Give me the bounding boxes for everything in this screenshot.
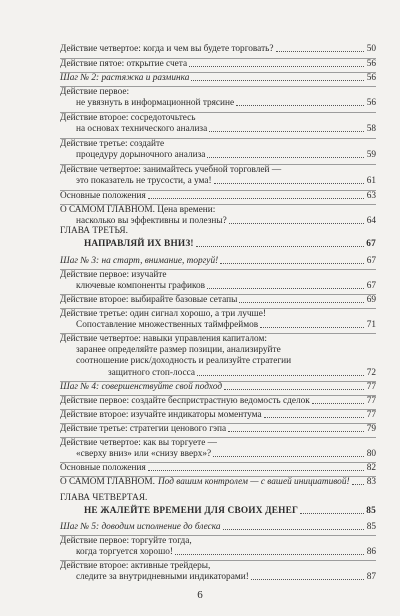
dot-leader — [224, 389, 364, 390]
toc-entry: Шаг № 5: доводим исполнение до блеска 85 — [60, 522, 376, 532]
page-ref: 63 — [366, 191, 376, 201]
page-ref: 64 — [366, 216, 376, 227]
page-ref: 83 — [366, 477, 376, 487]
toc-entry: О САМОМ ГЛАВНОМ. Цена времени: насколько вы эффективны и полезны? 64 — [60, 205, 376, 227]
page-ref: 85 — [366, 506, 376, 516]
dot-leader — [148, 470, 364, 471]
dot-leader — [207, 288, 364, 289]
toc-entry: Шаг № 4: совершенствуйте свой подход 77 — [60, 382, 376, 392]
dot-leader — [276, 51, 364, 52]
dot-leader — [312, 403, 364, 404]
page-ref: 79 — [366, 424, 376, 434]
dot-leader — [175, 554, 364, 555]
toc-entry: Действие четвертое: когда и чем вы будете торговать? 50 — [60, 44, 376, 54]
toc-entry: Действие первое: создайте беспристрастную ведомость сделок 77 — [60, 396, 376, 406]
dot-leader — [236, 105, 364, 106]
chapter-label: ГЛАВА ТРЕТЬЯ. — [60, 226, 128, 236]
page-ref: 85 — [366, 522, 376, 532]
toc-entry: Действие пятое: открытие счета 56 — [60, 59, 376, 69]
dot-leader — [213, 456, 364, 457]
dot-leader — [207, 157, 364, 158]
dot-leader — [197, 375, 364, 376]
dot-leader — [223, 529, 365, 530]
toc-entry: Основные положения 63 — [60, 191, 376, 201]
dot-leader — [228, 431, 364, 432]
dot-leader — [239, 302, 364, 303]
page-ref: 71 — [366, 320, 376, 331]
page-ref: 59 — [366, 150, 376, 161]
toc-entry: Шаг № 3: на старт, внимание, торгуй! 67 — [60, 256, 376, 266]
toc-entry: Действие четвертое: занимайтесь учебной торговлей — это показатель не трусости, а ума! 61 — [60, 165, 376, 187]
page-number: 6 — [197, 589, 203, 601]
dot-leader — [196, 246, 364, 247]
page-ref: 67 — [366, 239, 376, 249]
toc-entry: Действие второе: выбирайте базовые сетапы 69 — [60, 295, 376, 305]
toc-entry: Действие первое: не увязнуть в информационной трясине 56 — [60, 87, 376, 109]
page-ref: 77 — [366, 382, 376, 392]
page-ref: 77 — [366, 410, 376, 420]
page-ref: 87 — [366, 572, 376, 583]
dot-leader — [220, 263, 364, 264]
toc-entry: Действие третье: один сигнал хорошо, а три лучше! Сопоставление множественных таймфреймов 71 — [60, 309, 376, 331]
dot-leader — [229, 223, 364, 224]
toc-entry: Действие четвертое: как вы торгуете — «сверху вниз» или «снизу вверх»? 80 — [60, 438, 376, 460]
page-ref: 82 — [366, 463, 376, 473]
dot-leader — [352, 484, 364, 485]
page-ref: 50 — [366, 44, 376, 54]
dot-leader — [189, 66, 364, 67]
dot-leader — [214, 183, 364, 184]
dot-leader — [264, 417, 364, 418]
toc-entry: Действие четвертое: навыки управления капиталом: заранее определяйте размер позиции, анализируйте соотношение риск/доходность и реализуйте стратегии защитного стоп-лосса 72 — [60, 334, 376, 378]
dot-leader — [300, 513, 364, 514]
toc-entry: Основные положения 82 — [60, 463, 376, 473]
page-ref: 61 — [366, 176, 376, 187]
chapter-title: НАПРАВЛЯЙ ИХ ВНИЗ! — [84, 239, 194, 249]
toc-entry: Действие второе: изучайте индикаторы моментума 77 — [60, 410, 376, 420]
dot-leader — [260, 327, 364, 328]
page-ref: 67 — [366, 256, 376, 266]
toc-entry: Действие второе: активные трейдеры, следите за внутридневными индикаторами! 87 — [60, 561, 376, 583]
toc-entry: Действие второе: сосредоточьтесь на основах технического анализа 58 — [60, 113, 376, 135]
dot-leader — [191, 80, 364, 81]
page-ref: 56 — [366, 59, 376, 69]
page-ref: 72 — [366, 367, 376, 378]
toc-entry: Действие первое: торгуйте тогда, когда торгуется хорошо! 86 — [60, 536, 376, 558]
dot-leader — [209, 131, 364, 132]
page-ref: 56 — [366, 73, 376, 83]
toc-entry: О САМОМ ГЛАВНОМ. Под вашим контролем — с вашей инициативой! 83 — [60, 477, 376, 487]
dot-leader — [251, 579, 364, 580]
chapter-label: ГЛАВА ЧЕТВЕРТАЯ. — [60, 493, 148, 503]
page-ref: 86 — [366, 547, 376, 558]
page-ref: 67 — [366, 281, 376, 292]
chapter-title: НЕ ЖАЛЕЙТЕ ВРЕМЕНИ ДЛЯ СВОИХ ДЕНЕГ — [84, 506, 299, 516]
dot-leader — [148, 198, 364, 199]
toc-entry: Действие третье: создайте процедуру дорыночного анализа 59 — [60, 139, 376, 161]
page-ref: 69 — [366, 295, 376, 305]
toc-entry: Шаг № 2: растяжка и разминка 56 — [60, 73, 376, 83]
page-ref: 56 — [366, 98, 376, 109]
page-ref: 80 — [366, 449, 376, 460]
toc-entry: Действие третье: стратегии ценового гэпа 79 — [60, 424, 376, 434]
page-ref: 77 — [366, 396, 376, 406]
page-ref: 58 — [366, 124, 376, 135]
toc-entry: Действие первое: изучайте ключевые компоненты графиков 67 — [60, 270, 376, 292]
